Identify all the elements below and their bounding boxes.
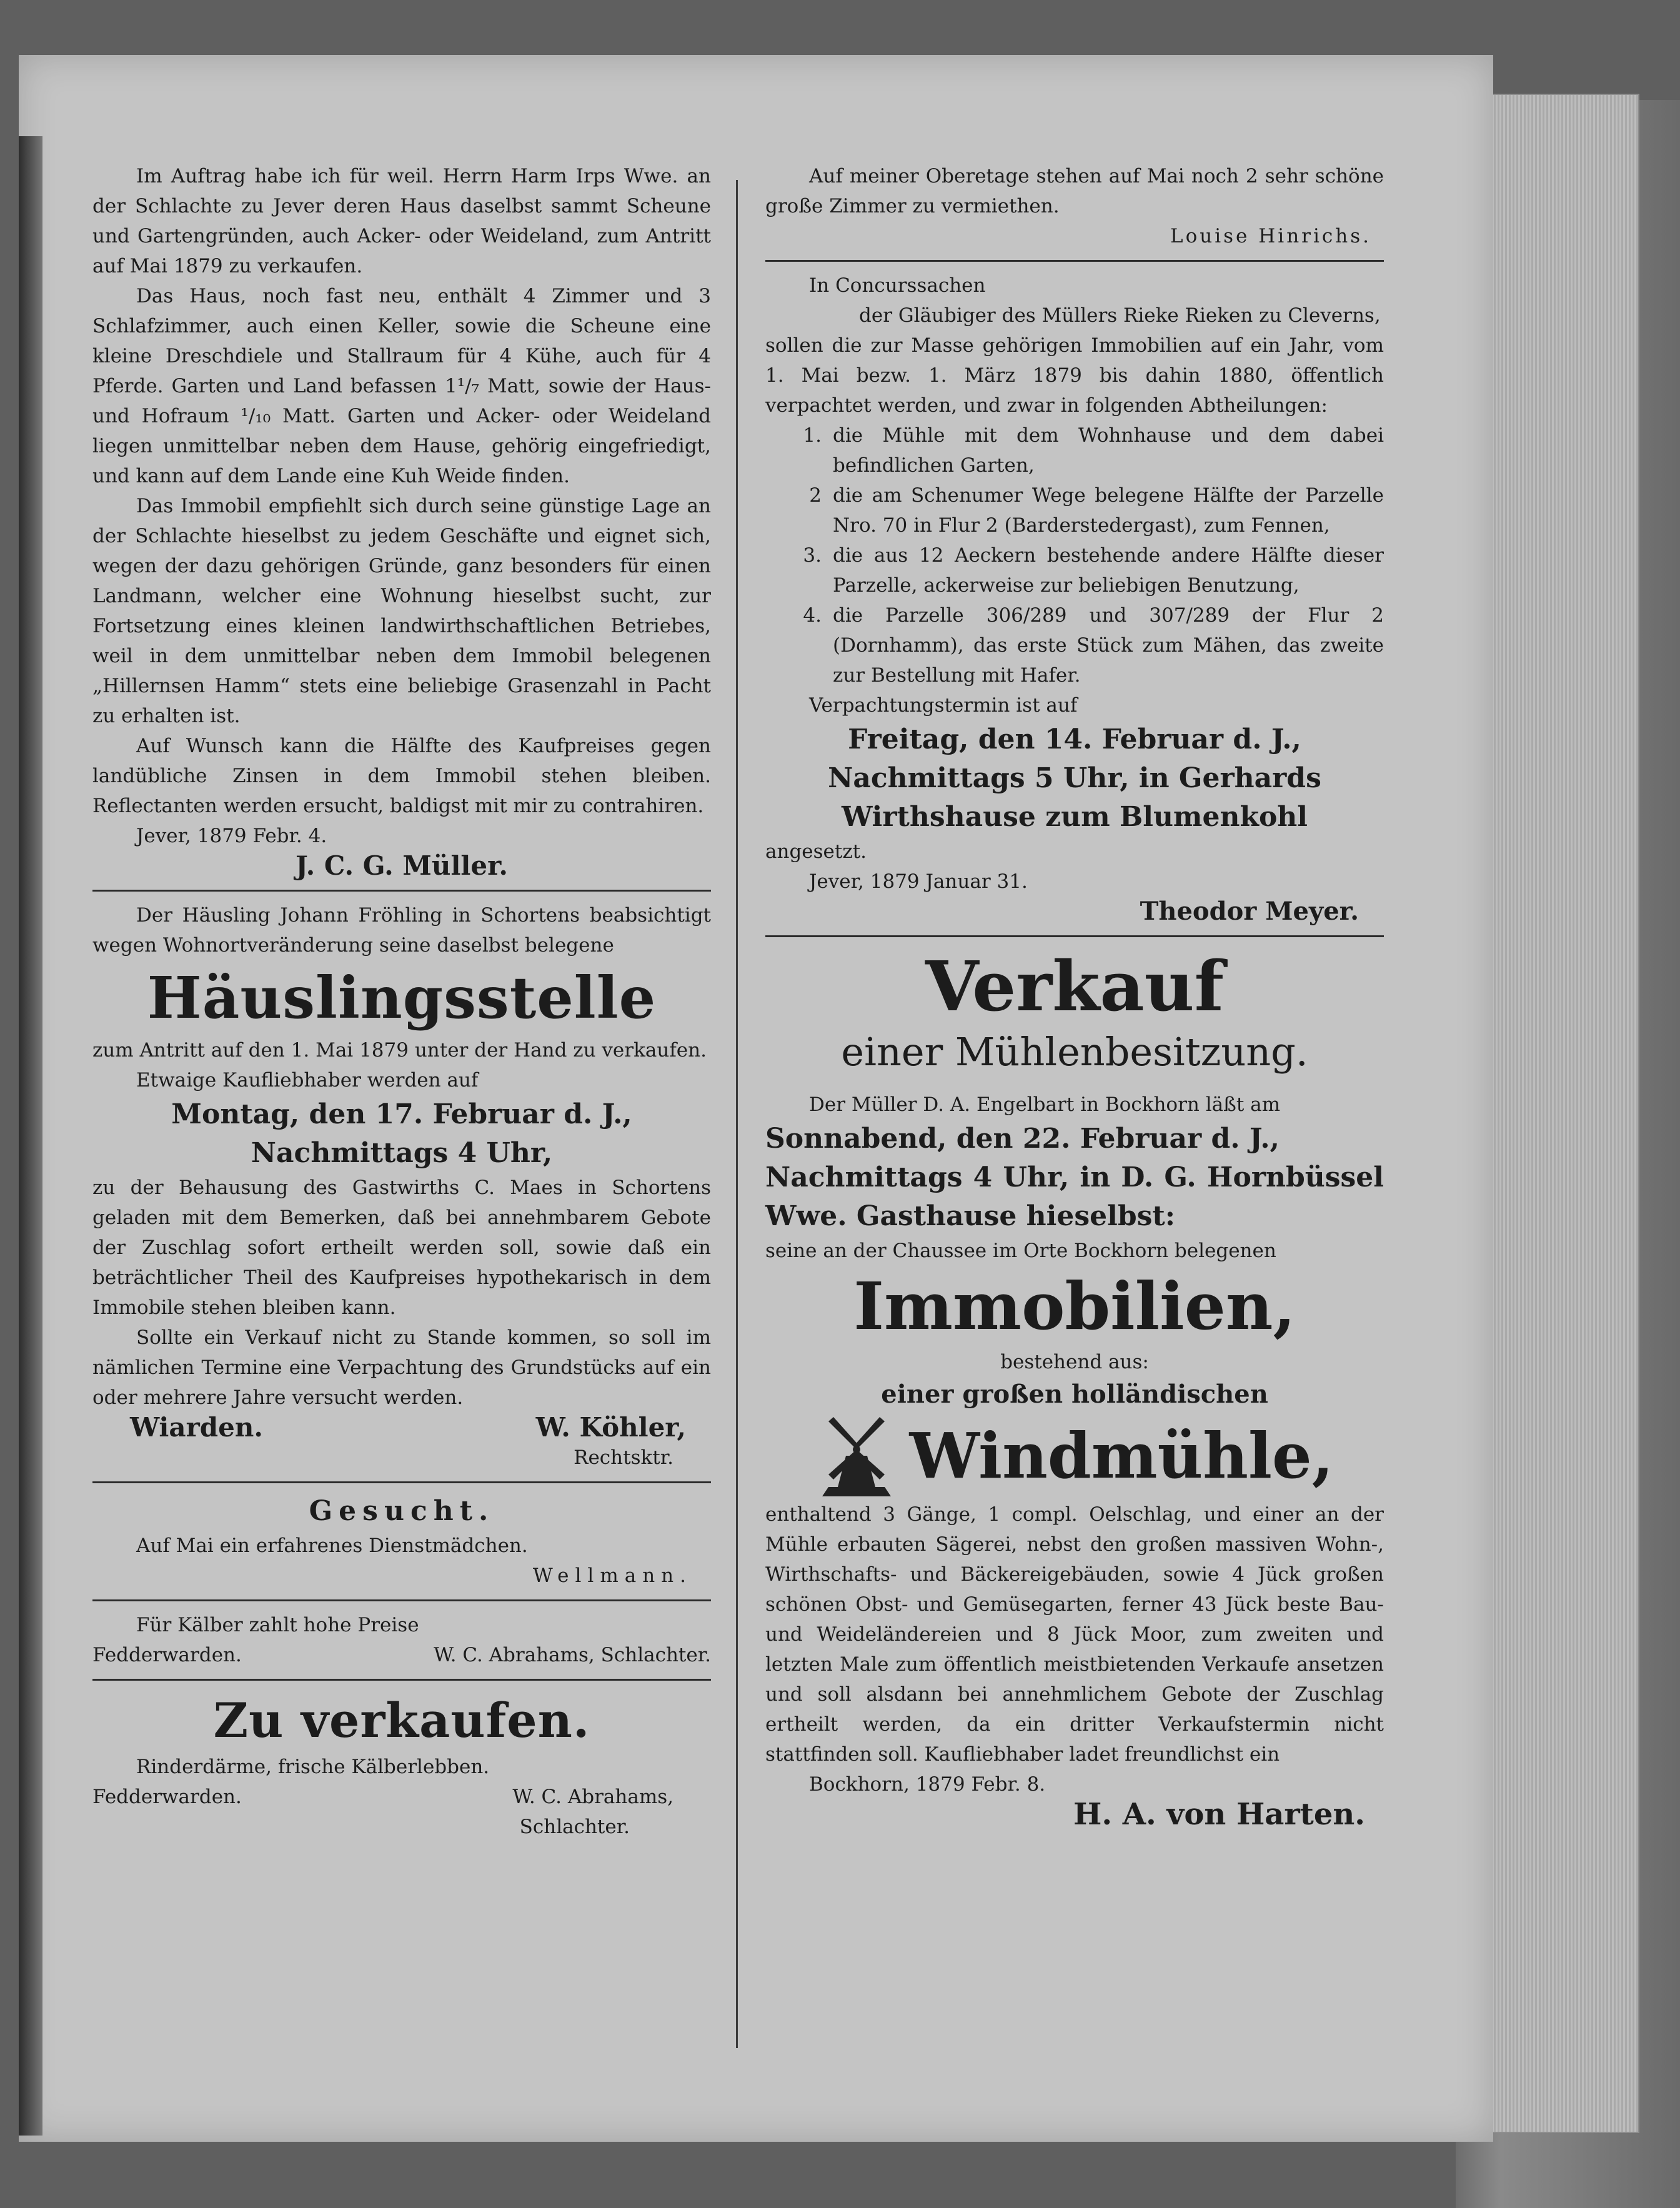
- ad-place: Fedderwarden.: [92, 1644, 242, 1666]
- ad-text: Für Kälber zahlt hohe Preise: [136, 1614, 419, 1636]
- ad-separator: [765, 260, 1384, 262]
- ad-zimmer: [765, 161, 1384, 251]
- ad-headline: Zu verkaufen.: [213, 1693, 590, 1748]
- ad-place: Wiarden.: [130, 1412, 263, 1443]
- ad-headline: Verkauf: [925, 946, 1224, 1027]
- ad-place: Fedderwarden.: [92, 1786, 242, 1808]
- ad-separator: [92, 1679, 711, 1681]
- ad-haeuslingsstelle: [92, 900, 711, 1473]
- list-text: die am Schenumer Wege belegene Hälfte der Parzelle Nro. 70 in Flur 2 (Barderstedergast), zum Fennen,: [833, 484, 1384, 537]
- ad-location-big: Wirthshause zum Blumenkohl: [841, 801, 1308, 833]
- ad-signature: J. C. G. Müller.: [296, 850, 508, 881]
- ad-paragraph: Verpachtungstermin ist auf: [809, 694, 1078, 717]
- ad-text: Auf meiner Oberetage stehen auf Mai noch 2 sehr schöne große Zimmer zu vermiethen.: [765, 165, 1384, 217]
- ad-date: Bockhorn, 1879 Febr. 8.: [809, 1773, 1046, 1796]
- ad-time-big: Nachmittags 4 Uhr,: [251, 1137, 553, 1169]
- ad-title: Schlachter.: [519, 1816, 630, 1838]
- list-item: [765, 600, 1384, 690]
- ad-signature-row: [92, 1640, 711, 1670]
- ad-separator: [92, 890, 711, 892]
- ad-kaelber: [92, 1610, 711, 1670]
- ad-date: Jever, 1879 Febr. 4.: [136, 825, 327, 847]
- ad-paragraph: seine an der Chaussee im Orte Bockhorn belegenen: [765, 1240, 1276, 1262]
- ad-signature: Theodor Meyer.: [1140, 897, 1359, 926]
- ad-time-big: Nachmittags 4 Uhr, in D. G. Hornbüssel Wwe. Gasthause hieselbst:: [765, 1161, 1384, 1232]
- ad-date-big: Sonnabend, den 22. Februar d. J.,: [765, 1123, 1280, 1155]
- ad-headline: Gesucht.: [309, 1495, 495, 1527]
- list-item: [765, 480, 1384, 540]
- ad-date-big: Freitag, den 14. Februar d. J.,: [848, 724, 1301, 755]
- ad-intro: Der Häusling Johann Fröhling in Schortens beabsichtigt wegen Wohnortveränderung seine daselbst belegene: [92, 904, 711, 957]
- list-text: die Parzelle 306/289 und 307/289 der Flur 2 (Dornhamm), das erste Stück zum Mähen, das zweite zur Bestellung mit Hafer.: [833, 604, 1384, 687]
- list-item: [765, 420, 1384, 480]
- windmill-icon: [816, 1412, 897, 1499]
- ad-paragraph: Sollte ein Verkauf nicht zu Stande kommen, so soll im nämlichen Termine eine Verpachtung des Grundstücks auf ein oder mehrere Jahre versucht werden.: [92, 1326, 711, 1409]
- ad-paragraph: angesetzt.: [765, 840, 867, 863]
- ad-headline: Häuslingsstelle: [147, 964, 657, 1032]
- ad-paragraph: Im Auftrag habe ich für weil. Herrn Harm Irps Wwe. an der Schlachte zu Jever deren Haus daselbst sammt Scheune und Gartengründen, auch Acker- oder Weideland, zum Antritt auf Mai 1879 zu verkaufen.: [92, 165, 711, 277]
- ad-text: Rinderdärme, frische Kälberlebben.: [136, 1756, 490, 1778]
- newspaper-page: [19, 55, 1493, 2142]
- ad-paragraph: bestehend aus:: [1000, 1351, 1149, 1373]
- ad-name: W. C. Abrahams,: [512, 1786, 673, 1808]
- ad-paragraph: Der Müller D. A. Engelbart in Bockhorn läßt am: [809, 1093, 1281, 1116]
- ad-headline: Windmühle,: [909, 1419, 1334, 1493]
- list-number: 4.: [803, 604, 822, 627]
- ad-separator: [765, 935, 1384, 937]
- ad-text: Auf Mai ein erfahrenes Dienstmädchen.: [136, 1534, 528, 1557]
- ad-subheadline: einer Mühlenbesitzung.: [841, 1029, 1308, 1075]
- ad-signature-row: [92, 1782, 711, 1812]
- column-divider: [736, 180, 738, 2048]
- ad-time-big: Nachmittags 5 Uhr, in Gerhards: [828, 762, 1321, 794]
- list-number: 3.: [803, 544, 822, 567]
- page-stack: [1487, 94, 1639, 2133]
- ad-headline: Immobilien,: [853, 1268, 1296, 1345]
- ad-name: Wellmann.: [532, 1564, 692, 1587]
- ad-line: der Gläubiger des Müllers Rieke Rieken zu Cleverns,: [859, 304, 1381, 327]
- ad-paragraph: Das Haus, noch fast neu, enthält 4 Zimmer und 3 Schlafzimmer, auch einen Keller, sowie die Scheune eine kleine Dreschdiele und Stallraum für 4 Kühe, auch für 4 Pferde. Garten und Land befassen 1¹/₇ Matt, sowie der Haus- und Hofraum ¹/₁₀ Matt. Garten und Acker- oder Weideland liegen unmittelbar neben dem Hause, gehörig eingefriedigt, und kann auf dem Lande eine Kuh Weide finden.: [92, 285, 711, 487]
- ad-name: W. C. Abrahams, Schlachter.: [434, 1644, 711, 1666]
- ad-line: In Concurssachen: [809, 274, 986, 297]
- windmill-row: [765, 1412, 1384, 1499]
- ad-signature-row: [92, 1413, 711, 1443]
- ad-date: Jever, 1879 Januar 31.: [809, 870, 1028, 893]
- ad-house-sale: [92, 161, 711, 881]
- ad-paragraph: zum Antritt auf den 1. Mai 1879 unter der Hand zu verkaufen.: [92, 1039, 707, 1062]
- ad-signature: H. A. von Harten.: [1073, 1797, 1365, 1832]
- list-number: 1.: [803, 424, 822, 447]
- ad-zu-verkaufen: [92, 1689, 711, 1842]
- ad-date-big: Montag, den 17. Februar d. J.,: [171, 1098, 632, 1130]
- ad-paragraph: zu der Behausung des Gastwirths C. Maes in Schortens geladen mit dem Bemerken, daß bei annehmbarem Gebote der Zuschlag sofort ertheilt werden soll, sowie daß ein beträchtlicher Theil des Kaufpreises hypothekarisch in dem Immobile stehen bleiben kann.: [92, 1176, 711, 1319]
- ad-name: Louise Hinrichs.: [1170, 225, 1371, 247]
- ad-signature: W. Köhler,: [535, 1412, 686, 1443]
- right-column: [765, 161, 1384, 1832]
- list-number: 2: [809, 484, 822, 507]
- ad-paragraph: Das Immobil empfiehlt sich durch seine günstige Lage an der Schlachte hieselbst zu jedem Geschäfte und eignet sich, wegen der dazu gehörigen Gründe, ganz besonders für einen Landmann, welcher eine Wohnung hieselbst sucht, zur Fortsetzung eines kleinen landwirthschaftlichen Betriebes, weil in dem unmittelbar neben dem Immobil belegenen „Hillernsen Hamm“ stets eine beliebige Grasenzahl in Pacht zu erhalten ist.: [92, 495, 711, 727]
- ad-paragraph: sollen die zur Masse gehörigen Immobilien auf ein Jahr, vom 1. Mai bezw. 1. März 1879 bis dahin 1880, öffentlich verpachtet werden, und zwar in folgenden Abtheilungen:: [765, 334, 1384, 417]
- ad-separator: [92, 1481, 711, 1483]
- left-column: [92, 161, 711, 1842]
- ad-title: Rechtsktr.: [574, 1446, 673, 1469]
- ad-separator: [92, 1599, 711, 1601]
- list-text: die Mühle mit dem Wohnhause und dem dabei befindlichen Garten,: [833, 424, 1384, 477]
- page-gutter: [19, 136, 42, 2136]
- list-text: die aus 12 Aeckern bestehende andere Hälfte dieser Parzelle, ackerweise zur beliebigen Benutzung,: [833, 544, 1384, 597]
- ad-paragraph: enthaltend 3 Gänge, 1 compl. Oelschlag, und einer an der Mühle erbauten Sägerei, nebst den großen massiven Wohn-, Wirthschafts- und Bäckereigebäuden, sowie 4 Jück großen schönen Obst- und Gemüsegarten, ferner 43 Jück beste Bau- und Weideländereien und 8 Jück Moor, zum zweiten und letzten Male zum öffentlich meistbietenden Verkaufe ansetzen und soll alsdann bei annehmlichem Gebote der Zuschlag ertheilt werden, da ein dritter Verkaufstermin nicht stattfinden soll. Kaufliebhaber ladet freundlichst ein: [765, 1503, 1384, 1766]
- ad-muehle: [765, 946, 1384, 1832]
- ad-paragraph: Etwaige Kaufliebhaber werden auf: [136, 1069, 479, 1092]
- ad-paragraph: einer großen holländischen: [881, 1380, 1268, 1409]
- list-item: [765, 540, 1384, 600]
- ad-concurssachen: [765, 271, 1384, 927]
- ad-paragraph: Auf Wunsch kann die Hälfte des Kaufpreises gegen landübliche Zinsen in dem Immobil stehen bleiben. Reflectanten werden ersucht, baldigst mit mir zu contrahiren.: [92, 735, 711, 817]
- ad-gesucht: [92, 1492, 711, 1591]
